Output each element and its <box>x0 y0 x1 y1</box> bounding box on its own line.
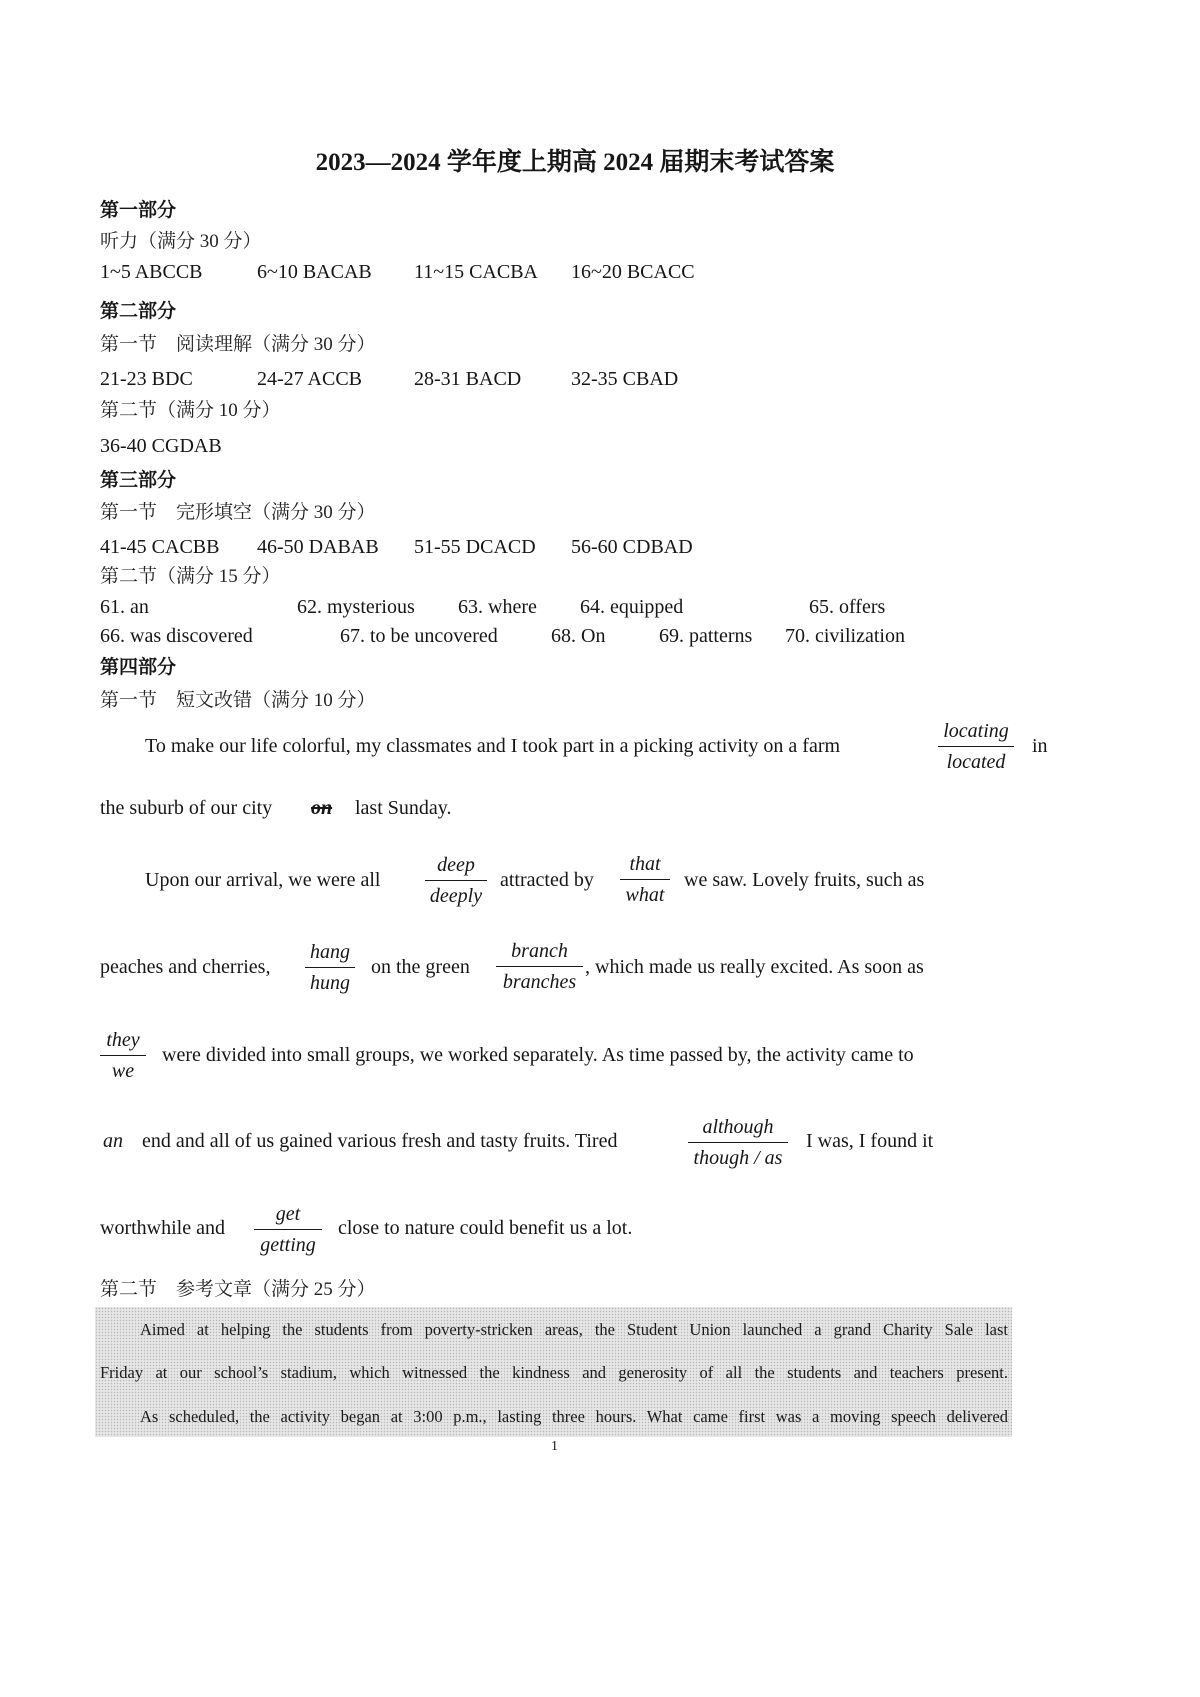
correction-4-wrong: hang <box>305 937 355 968</box>
page-number: 1 <box>551 1439 558 1454</box>
passage-line7-text: worthwhile and <box>100 1217 225 1239</box>
reading-answer-28-31: 28-31 BACD <box>414 368 522 390</box>
part2-section2-label: 第二节（满分 10 分） <box>100 400 281 421</box>
passage-line7-end: close to nature could benefit us a lot. <box>338 1217 633 1239</box>
correction-5 <box>496 936 583 997</box>
listening-answer-16-20: 16~20 BCACC <box>571 261 695 283</box>
listening-answer-6-10: 6~10 BACAB <box>257 261 372 283</box>
passage-line1-text: To make our life colorful, my classmates and I took part in a picking activity on a farm <box>145 735 841 757</box>
correction-7-right: though / as <box>693 1147 783 1169</box>
passage-line5-text: were divided into small groups, we worked separately. As time passed by, the activity came to <box>162 1044 914 1066</box>
reading-answer-32-35: 32-35 CBAD <box>571 368 679 390</box>
passage-line6-text: end and all of us gained various fresh and tasty fruits. Tired <box>142 1130 618 1152</box>
cloze-label: 第一节 完形填空（满分 30 分） <box>100 502 376 523</box>
cloze-answer-56-60: 56-60 CDBAD <box>571 536 693 558</box>
correction-6-wrong: they <box>100 1025 146 1056</box>
writing-label: 第二节 参考文章（满分 25 分） <box>100 1279 376 1300</box>
passage-line4-mid: on the green <box>371 956 470 978</box>
correction-5-wrong: branch <box>496 936 583 967</box>
essay-line-2: Friday at our school’s stadium, which witnessed the kindness and generosity of all the students and teachers present. <box>100 1363 1008 1382</box>
passage-line6-end: I was, I found it <box>806 1130 934 1152</box>
correction-4-right: hung <box>310 972 350 994</box>
page-title: 2023—2024 学年度上期高 2024 届期末考试答案 <box>315 149 835 176</box>
listening-label: 听力（满分 30 分） <box>100 231 262 252</box>
passage-line4-end: , which made us really excited. As soon as <box>585 956 924 978</box>
answer-62: 62. mysterious <box>297 596 415 618</box>
part3-heading: 第三部分 <box>100 469 177 491</box>
correction-1-wrong: locating <box>938 716 1014 747</box>
cloze-answer-51-55: 51-55 DCACD <box>414 536 536 558</box>
correction-3-wrong: that <box>620 849 670 880</box>
correction-7 <box>688 1112 788 1173</box>
essay-line-3: As scheduled, the activity began at 3:00 p.m., lasting three hours. What came first was a moving speech delivered <box>140 1407 1008 1426</box>
correction-2-right: deeply <box>429 885 483 907</box>
correction-3 <box>620 849 670 910</box>
passage-line4-text: peaches and cherries, <box>100 956 271 978</box>
correction-4 <box>305 937 355 998</box>
answer-36-40: 36-40 CGDAB <box>100 435 222 457</box>
cloze-answer-41-45: 41-45 CACBB <box>100 536 220 558</box>
answer-63: 63. where <box>458 596 537 618</box>
part4-heading: 第四部分 <box>100 656 177 678</box>
correction-2-wrong: deep <box>425 850 487 881</box>
passage-line2-end: last Sunday. <box>355 797 452 819</box>
correction-7-wrong: although <box>688 1112 788 1143</box>
correction-6 <box>100 1025 146 1086</box>
answer-67: 67. to be uncovered <box>340 625 498 647</box>
part3-section2-label: 第二节（满分 15 分） <box>100 566 281 587</box>
correction-8-right: getting <box>260 1234 316 1256</box>
passage-line1-end: in <box>1032 735 1048 757</box>
correction-5-right: branches <box>502 971 577 993</box>
correction-1 <box>938 716 1014 777</box>
passage-line3-end: we saw. Lovely fruits, such as <box>684 869 925 891</box>
correction-6-right: we <box>111 1060 135 1082</box>
correction-2 <box>425 850 487 911</box>
essay-line-1: Aimed at helping the students from poverty-stricken areas, the Student Union launched a grand Charity Sale last <box>140 1320 1008 1339</box>
passage-line3-mid: attracted by <box>500 869 594 891</box>
correction-8-wrong: get <box>254 1199 322 1230</box>
part2-heading: 第二部分 <box>100 300 177 322</box>
error-correction-label: 第一节 短文改错（满分 10 分） <box>100 690 376 711</box>
correction-1-right: located <box>946 751 1006 773</box>
part1-heading: 第一部分 <box>100 199 177 221</box>
listening-answer-11-15: 11~15 CACBA <box>414 261 538 283</box>
answer-69: 69. patterns <box>659 625 753 647</box>
insertion-mark: an <box>103 1130 123 1152</box>
passage-line3-text: Upon our arrival, we were all <box>145 869 381 891</box>
correction-8 <box>254 1199 322 1260</box>
reading-answer-24-27: 24-27 ACCB <box>257 368 363 390</box>
reading-label: 第一节 阅读理解（满分 30 分） <box>100 334 376 355</box>
answer-70: 70. civilization <box>785 625 905 647</box>
answer-64: 64. equipped <box>580 596 684 618</box>
answer-66: 66. was discovered <box>100 625 253 647</box>
listening-answer-1-5: 1~5 ABCCB <box>100 261 203 283</box>
answer-61: 61. an <box>100 596 149 618</box>
reading-answer-21-23: 21-23 BDC <box>100 368 193 390</box>
correction-3-right: what <box>625 884 665 906</box>
answer-68: 68. On <box>551 625 606 647</box>
reference-essay-box <box>95 1307 1012 1437</box>
deletion-mark: on <box>311 797 333 819</box>
answer-65: 65. offers <box>809 596 886 618</box>
cloze-answer-46-50: 46-50 DABAB <box>257 536 379 558</box>
passage-line2-text: the suburb of our city <box>100 797 273 819</box>
